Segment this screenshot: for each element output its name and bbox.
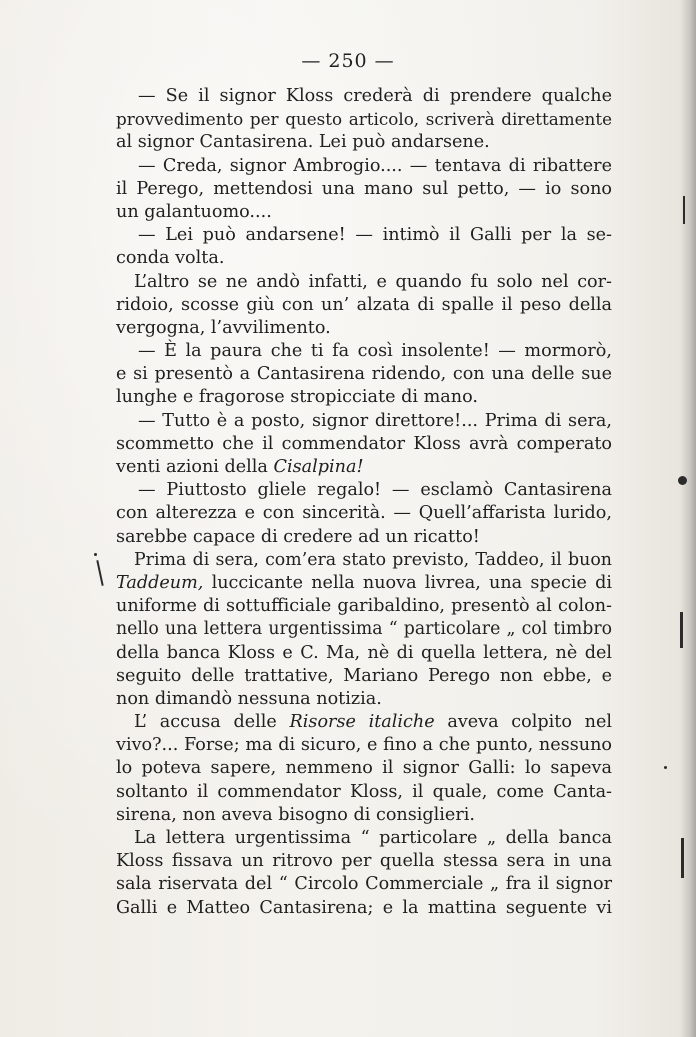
text-line xyxy=(116,363,612,386)
text-line xyxy=(116,479,612,502)
line-text: luccicante nella nuova livrea, una specie di xyxy=(203,572,612,593)
line-text: un galantuomo.... xyxy=(116,201,272,222)
line-text: aveva colpito nel xyxy=(434,712,612,733)
text-line xyxy=(116,410,612,433)
line-text: nello una lettera urgentissima “ particolare „ col timbro xyxy=(116,619,612,640)
line-text: non dimandò nessuna notizia. xyxy=(116,688,382,709)
body-text xyxy=(116,85,612,920)
line-text: L’ accusa delle xyxy=(134,712,290,733)
text-line xyxy=(116,131,612,154)
line-text: L’altro se ne andò infatti, e quando fu solo nel cor- xyxy=(134,271,612,292)
line-text: conda volta. xyxy=(116,248,225,269)
margin-mark xyxy=(683,196,685,224)
margin-mark xyxy=(96,560,103,586)
text-line xyxy=(116,757,612,780)
line-text: vivo?... Forse; ma di sicuro, e fino a che punto, nessuno xyxy=(116,735,612,756)
line-text: sirena, non aveva bisogno di consiglieri. xyxy=(116,804,475,825)
line-text: Prima di sera, com’era stato previsto, Taddeo, il buon xyxy=(134,549,612,570)
line-text: vergogna, l’avvilimento. xyxy=(116,317,331,338)
line-text: scommetto che il commendator Kloss avrà comperato xyxy=(116,433,612,454)
line-text: con alterezza e con sincerità. — Quell’affarista lurido, xyxy=(116,503,612,524)
text-line xyxy=(116,850,612,873)
text-line xyxy=(116,665,612,688)
text-line xyxy=(116,502,612,525)
text-line xyxy=(116,108,612,131)
text-line xyxy=(116,781,612,804)
text-line xyxy=(116,897,612,920)
line-text: soltanto il commendator Kloss, il quale, come Canta- xyxy=(116,781,612,802)
text-line xyxy=(116,294,612,317)
page-edge-shadow xyxy=(680,0,696,1037)
text-line xyxy=(116,595,612,618)
margin-mark xyxy=(94,553,97,556)
text-line xyxy=(116,85,612,108)
line-text: provvedimento per questo articolo, scriverà direttamente xyxy=(116,109,612,130)
text-line xyxy=(116,224,612,247)
line-text: e si presentò a Cantasirena ridendo, con una delle sue xyxy=(116,364,612,385)
line-text: al signor Cantasirena. Lei può andarsene. xyxy=(116,132,490,153)
italic-title: Cisalpina! xyxy=(273,457,364,477)
text-line xyxy=(116,340,612,363)
margin-mark xyxy=(680,612,683,648)
text-line xyxy=(116,433,612,456)
italic-title: Taddeum, xyxy=(116,572,204,593)
text-line xyxy=(116,711,612,734)
text-line xyxy=(116,549,612,572)
line-text: La lettera urgentissima “ particolare „ della banca xyxy=(134,828,612,848)
line-text: sarebbe capace di credere ad un ricatto! xyxy=(116,526,480,547)
text-line xyxy=(116,827,612,850)
margin-mark xyxy=(678,476,687,485)
text-line xyxy=(116,247,612,270)
line-text: lo poteva sapere, nemmeno il signor Galli: lo sapeva xyxy=(116,758,612,779)
italic-title: Risorse italiche xyxy=(289,712,435,733)
line-text: Galli e Matteo Cantasirena; e la mattina seguente vi xyxy=(116,897,612,918)
margin-mark xyxy=(681,838,684,878)
text-line xyxy=(116,688,612,711)
line-text: — Se il signor Kloss crederà di prendere qualche xyxy=(138,86,612,106)
line-text: — Tutto è a posto, signor direttore!... Prima di sera, xyxy=(138,410,612,431)
line-text: seguito delle trattative, Mariano Perego non ebbe, e xyxy=(116,665,612,686)
line-text: Kloss fissava un ritrovo per quella stessa sera in una xyxy=(116,851,612,872)
line-text: — È la paura che ti fa così insolente! — mormorò, xyxy=(138,341,612,362)
text-line xyxy=(116,618,612,641)
text-line xyxy=(116,155,612,178)
page-number: — 250 — xyxy=(301,50,395,72)
line-text: — Piuttosto gliele regalo! — esclamò Cantasirena xyxy=(138,480,612,501)
text-line xyxy=(116,526,612,549)
text-line xyxy=(116,572,612,595)
text-line xyxy=(116,178,612,201)
line-text: ridoio, scosse giù con un’ alzata di spalle il peso della xyxy=(116,294,612,315)
text-line xyxy=(116,642,612,665)
line-text: lunghe e fragorose stropicciate di mano. xyxy=(116,387,478,408)
text-line xyxy=(116,734,612,757)
line-text: sala riservata del “ Circolo Commerciale „ fra il signor xyxy=(116,874,612,895)
text-line xyxy=(116,386,612,409)
line-text: — Creda, signor Ambrogio.... — tentava di ribattere xyxy=(138,155,612,176)
text-line xyxy=(116,873,612,896)
text-line xyxy=(116,317,612,340)
line-text: — Lei può andarsene! — intimò il Galli per la se- xyxy=(138,225,612,246)
text-line xyxy=(116,201,612,224)
text-line xyxy=(116,804,612,827)
line-text: venti azioni della xyxy=(116,457,274,477)
line-text: uniforme di sottufficiale garibaldino, presentò al colon- xyxy=(116,596,612,617)
margin-mark xyxy=(664,766,667,769)
text-line xyxy=(116,271,612,294)
line-text: della banca Kloss e C. Ma, nè di quella lettera, nè del xyxy=(116,642,612,663)
line-text: il Perego, mettendosi una mano sul petto, — io sono xyxy=(116,178,612,199)
text-line xyxy=(116,456,612,479)
